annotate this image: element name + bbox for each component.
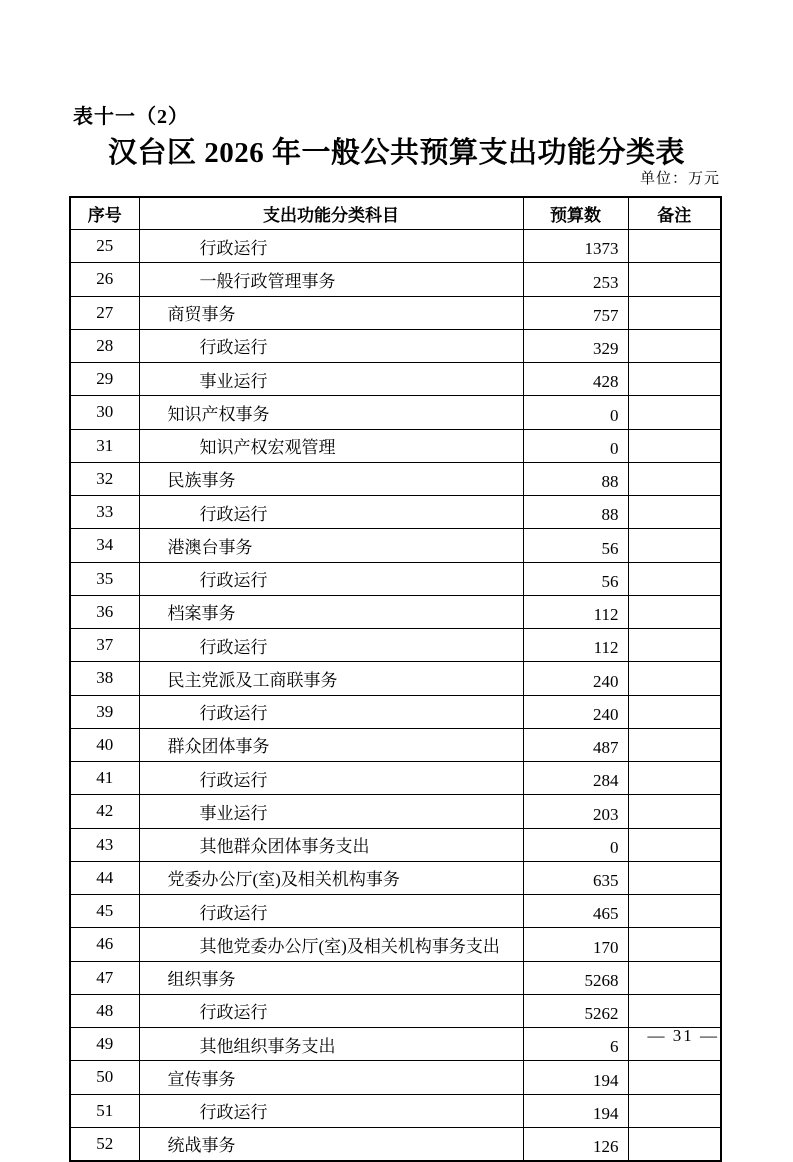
row-subject: 行政运行 <box>139 994 523 1027</box>
table-row <box>70 1127 721 1161</box>
row-budget: 112 <box>523 595 628 628</box>
row-subject: 商贸事务 <box>139 296 523 329</box>
row-number: 28 <box>70 329 139 362</box>
row-subject: 民族事务 <box>139 462 523 495</box>
col-header-no: 序号 <box>70 197 139 230</box>
col-header-subject: 支出功能分类科目 <box>139 197 523 230</box>
row-number: 30 <box>70 396 139 429</box>
row-budget: 465 <box>523 895 628 928</box>
table-row <box>70 762 721 795</box>
row-budget: 126 <box>523 1127 628 1161</box>
row-number: 32 <box>70 462 139 495</box>
table-header <box>70 197 721 230</box>
header-row <box>70 197 721 230</box>
row-subject: 知识产权事务 <box>139 396 523 429</box>
row-subject: 党委办公厅(室)及相关机构事务 <box>139 861 523 894</box>
row-budget: 0 <box>523 396 628 429</box>
row-note <box>628 828 721 861</box>
row-number: 40 <box>70 728 139 761</box>
table-row <box>70 895 721 928</box>
row-number: 47 <box>70 961 139 994</box>
row-note <box>628 462 721 495</box>
row-budget: 203 <box>523 795 628 828</box>
row-number: 43 <box>70 828 139 861</box>
row-note <box>628 562 721 595</box>
table-row <box>70 861 721 894</box>
table-row <box>70 828 721 861</box>
row-budget: 5262 <box>523 994 628 1027</box>
row-subject: 行政运行 <box>139 695 523 728</box>
table-label: 表十一（2） <box>73 106 189 128</box>
row-subject: 行政运行 <box>139 496 523 529</box>
row-subject: 行政运行 <box>139 1094 523 1127</box>
row-note <box>628 629 721 662</box>
row-number: 45 <box>70 895 139 928</box>
col-header-note: 备注 <box>628 197 721 230</box>
row-subject: 统战事务 <box>139 1127 523 1161</box>
row-subject: 组织事务 <box>139 961 523 994</box>
table-row <box>70 296 721 329</box>
page-number: — 31 — <box>647 1026 719 1045</box>
table-row <box>70 595 721 628</box>
row-note <box>628 662 721 695</box>
row-budget: 253 <box>523 263 628 296</box>
table-row <box>70 695 721 728</box>
row-number: 25 <box>70 230 139 263</box>
table-row <box>70 496 721 529</box>
row-number: 29 <box>70 363 139 396</box>
row-budget: 428 <box>523 363 628 396</box>
row-note <box>628 961 721 994</box>
row-number: 27 <box>70 296 139 329</box>
table-row <box>70 1028 721 1061</box>
row-note <box>628 363 721 396</box>
row-note <box>628 529 721 562</box>
row-number: 33 <box>70 496 139 529</box>
table-row <box>70 263 721 296</box>
table-row <box>70 429 721 462</box>
col-header-budget: 预算数 <box>523 197 628 230</box>
row-number: 52 <box>70 1127 139 1161</box>
row-number: 31 <box>70 429 139 462</box>
row-budget: 112 <box>523 629 628 662</box>
table-row <box>70 562 721 595</box>
page-title: 汉台区 2026 年一般公共预算支出功能分类表 <box>107 137 685 169</box>
row-number: 42 <box>70 795 139 828</box>
row-note <box>628 230 721 263</box>
row-subject: 行政运行 <box>139 329 523 362</box>
row-subject: 港澳台事务 <box>139 529 523 562</box>
row-note <box>628 429 721 462</box>
row-budget: 0 <box>523 429 628 462</box>
row-budget: 194 <box>523 1094 628 1127</box>
row-budget: 88 <box>523 462 628 495</box>
row-number: 51 <box>70 1094 139 1127</box>
table-row <box>70 928 721 961</box>
budget-table <box>69 196 722 1162</box>
row-budget: 1373 <box>523 230 628 263</box>
row-budget: 487 <box>523 728 628 761</box>
row-note <box>628 263 721 296</box>
table-row <box>70 396 721 429</box>
row-number: 41 <box>70 762 139 795</box>
row-note <box>628 329 721 362</box>
row-note <box>628 994 721 1027</box>
row-subject: 行政运行 <box>139 762 523 795</box>
row-subject: 知识产权宏观管理 <box>139 429 523 462</box>
row-note <box>628 1127 721 1161</box>
table-row <box>70 728 721 761</box>
row-budget: 56 <box>523 562 628 595</box>
row-budget: 88 <box>523 496 628 529</box>
row-note <box>628 1061 721 1094</box>
row-subject: 其他组织事务支出 <box>139 1028 523 1061</box>
table-row <box>70 462 721 495</box>
row-subject: 行政运行 <box>139 230 523 263</box>
row-note <box>628 695 721 728</box>
row-budget: 757 <box>523 296 628 329</box>
row-number: 50 <box>70 1061 139 1094</box>
row-subject: 其他党委办公厅(室)及相关机构事务支出 <box>139 928 523 961</box>
row-number: 46 <box>70 928 139 961</box>
table-row <box>70 795 721 828</box>
row-subject: 档案事务 <box>139 595 523 628</box>
table-row <box>70 662 721 695</box>
row-budget: 0 <box>523 828 628 861</box>
row-subject: 群众团体事务 <box>139 728 523 761</box>
table-row <box>70 329 721 362</box>
row-budget: 6 <box>523 1028 628 1061</box>
row-budget: 240 <box>523 662 628 695</box>
row-budget: 240 <box>523 695 628 728</box>
row-subject: 事业运行 <box>139 795 523 828</box>
row-note <box>628 396 721 429</box>
row-note <box>628 296 721 329</box>
row-budget: 284 <box>523 762 628 795</box>
row-note <box>628 496 721 529</box>
row-number: 26 <box>70 263 139 296</box>
row-subject: 一般行政管理事务 <box>139 263 523 296</box>
row-number: 44 <box>70 861 139 894</box>
row-subject: 宣传事务 <box>139 1061 523 1094</box>
table-body <box>70 230 721 1162</box>
row-budget: 635 <box>523 861 628 894</box>
unit-note: 单位：万元 <box>639 171 720 187</box>
row-budget: 5268 <box>523 961 628 994</box>
table-row <box>70 1061 721 1094</box>
row-subject: 行政运行 <box>139 895 523 928</box>
row-note <box>628 895 721 928</box>
row-subject: 事业运行 <box>139 363 523 396</box>
row-budget: 329 <box>523 329 628 362</box>
row-budget: 170 <box>523 928 628 961</box>
row-number: 48 <box>70 994 139 1027</box>
table-row <box>70 961 721 994</box>
row-note <box>628 728 721 761</box>
table-row <box>70 529 721 562</box>
row-note <box>628 595 721 628</box>
table-row <box>70 1094 721 1127</box>
row-note <box>628 928 721 961</box>
row-subject: 民主党派及工商联事务 <box>139 662 523 695</box>
row-note <box>628 795 721 828</box>
table-row <box>70 230 721 263</box>
row-note <box>628 762 721 795</box>
row-budget: 56 <box>523 529 628 562</box>
row-number: 39 <box>70 695 139 728</box>
table-row <box>70 629 721 662</box>
row-number: 34 <box>70 529 139 562</box>
row-number: 35 <box>70 562 139 595</box>
row-note <box>628 1094 721 1127</box>
row-subject: 其他群众团体事务支出 <box>139 828 523 861</box>
table-row <box>70 994 721 1027</box>
row-number: 38 <box>70 662 139 695</box>
row-number: 37 <box>70 629 139 662</box>
row-subject: 行政运行 <box>139 562 523 595</box>
row-number: 36 <box>70 595 139 628</box>
row-budget: 194 <box>523 1061 628 1094</box>
row-note <box>628 861 721 894</box>
table-row <box>70 363 721 396</box>
row-number: 49 <box>70 1028 139 1061</box>
row-subject: 行政运行 <box>139 629 523 662</box>
